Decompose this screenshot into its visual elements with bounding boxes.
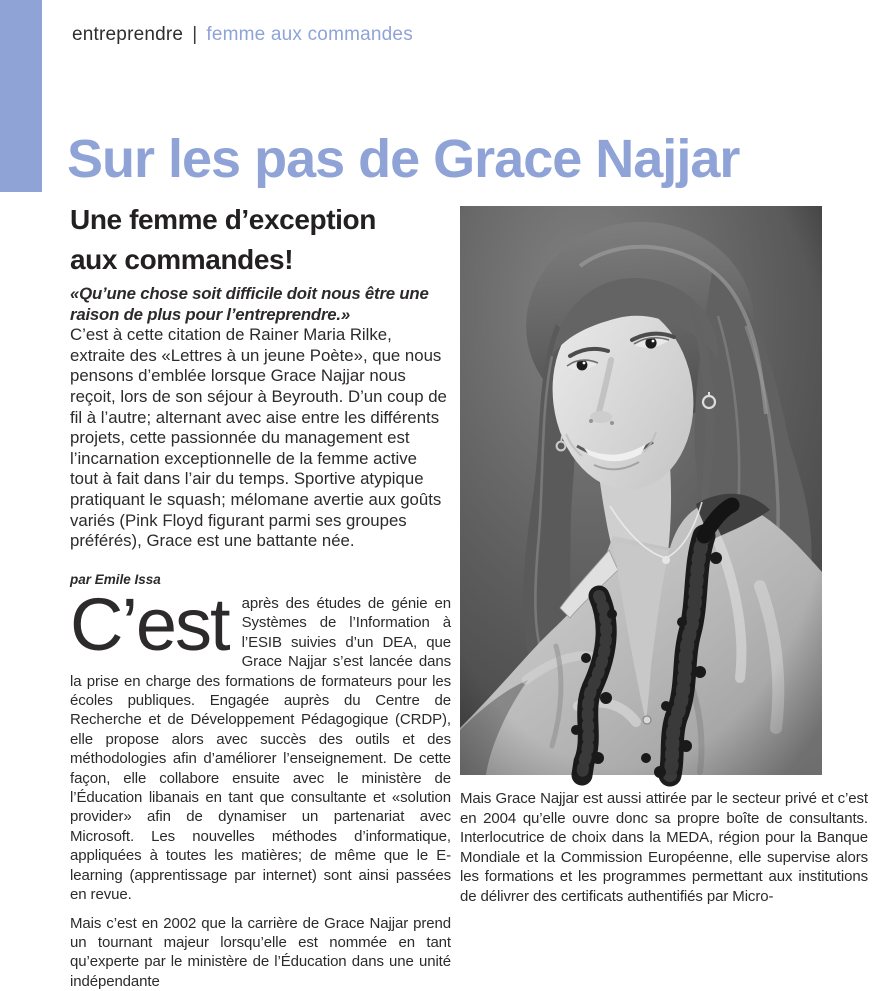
category-label: femme aux commandes <box>206 24 413 45</box>
subtitle-line2: aux commandes! <box>70 244 293 275</box>
right-paragraph: Mais Grace Najjar est aussi attirée par le secteur privé et c’est en 2004 qu’elle ouvre donc sa propre boîte de consultants. Interlocutrice de choix dans la MEDA, région pour la Banque Mondiale et la Commission Européenne, elle supervise alors les formations et les programmes permettant aux institutions de délivrer des certificats authentifiés par Micro- <box>460 789 868 906</box>
byline: par Emile Issa <box>70 572 161 587</box>
pull-quote: «Qu’une chose soit difficile doit nous être une raison de plus pour l’entreprendre.» <box>70 284 448 325</box>
lead-paragraph <box>70 284 448 552</box>
separator: | <box>192 24 197 45</box>
breadcrumb <box>72 24 413 46</box>
body-paragraph-1 <box>70 594 451 905</box>
section-label: entreprendre <box>72 24 183 45</box>
lead-text: C’est à cette citation de Rainer Maria Rilke, extraite des «Lettres à un jeune Poète», que nous pensons d’emblée lorsque Grace Najjar nous reçoit, lors de son séjour à Beyrouth. D’un coup de fil à l’autre; alternant avec aise entre les différents projets, cette passionnée du management est l’incarnation exceptionnelle de la femme active tout à fait dans l’air du temps. Sportive atypique pratiquant le squash; mélomane avertie aux goûts variés (Pink Floyd figurant parmi ses groupes préférés), Grace est une battante née. <box>70 325 448 552</box>
body-paragraph-1-text: après des études de génie en Systèmes de l’Information à l’ESIB suivies d’un DEA, que Grace Najjar s’est lancée dans la prise en charge des formations de formateurs pour les écoles publiques. Engagée auprès du Centre de Recherche et de Développement Pédagogique (CRDP), elle propose alors avec succès des outils et des méthodologies afin d’améliorer l’enseignement. De cette façon, elle collabore ensuite avec le ministère de l’Éducation libanais en tant que consultante et «solution provider» afin de dynamiser un partenariat avec Microsoft. Les nouvelles méthodes d’informatique, appliquées à toutes les matières; de même que le E-learning (apprentissage par internet) sont ainsi passées en revue. <box>70 595 451 903</box>
article-subtitle <box>70 200 376 280</box>
photo-vignette <box>460 206 822 775</box>
dropcap: C’est <box>70 594 242 653</box>
portrait-photo <box>460 206 822 775</box>
page-title: Sur les pas de Grace Najjar <box>67 128 739 190</box>
body-paragraph-2: Mais c’est en 2002 que la carrière de Grace Najjar prend un tournant majeur lorsqu’elle est nommée en tant qu’experte par le ministère de l’Éducation dans une unité indépendante <box>70 914 451 991</box>
body-column <box>70 594 451 991</box>
accent-bar <box>0 0 42 192</box>
right-column <box>460 789 868 906</box>
subtitle-line1: Une femme d’exception <box>70 204 376 235</box>
